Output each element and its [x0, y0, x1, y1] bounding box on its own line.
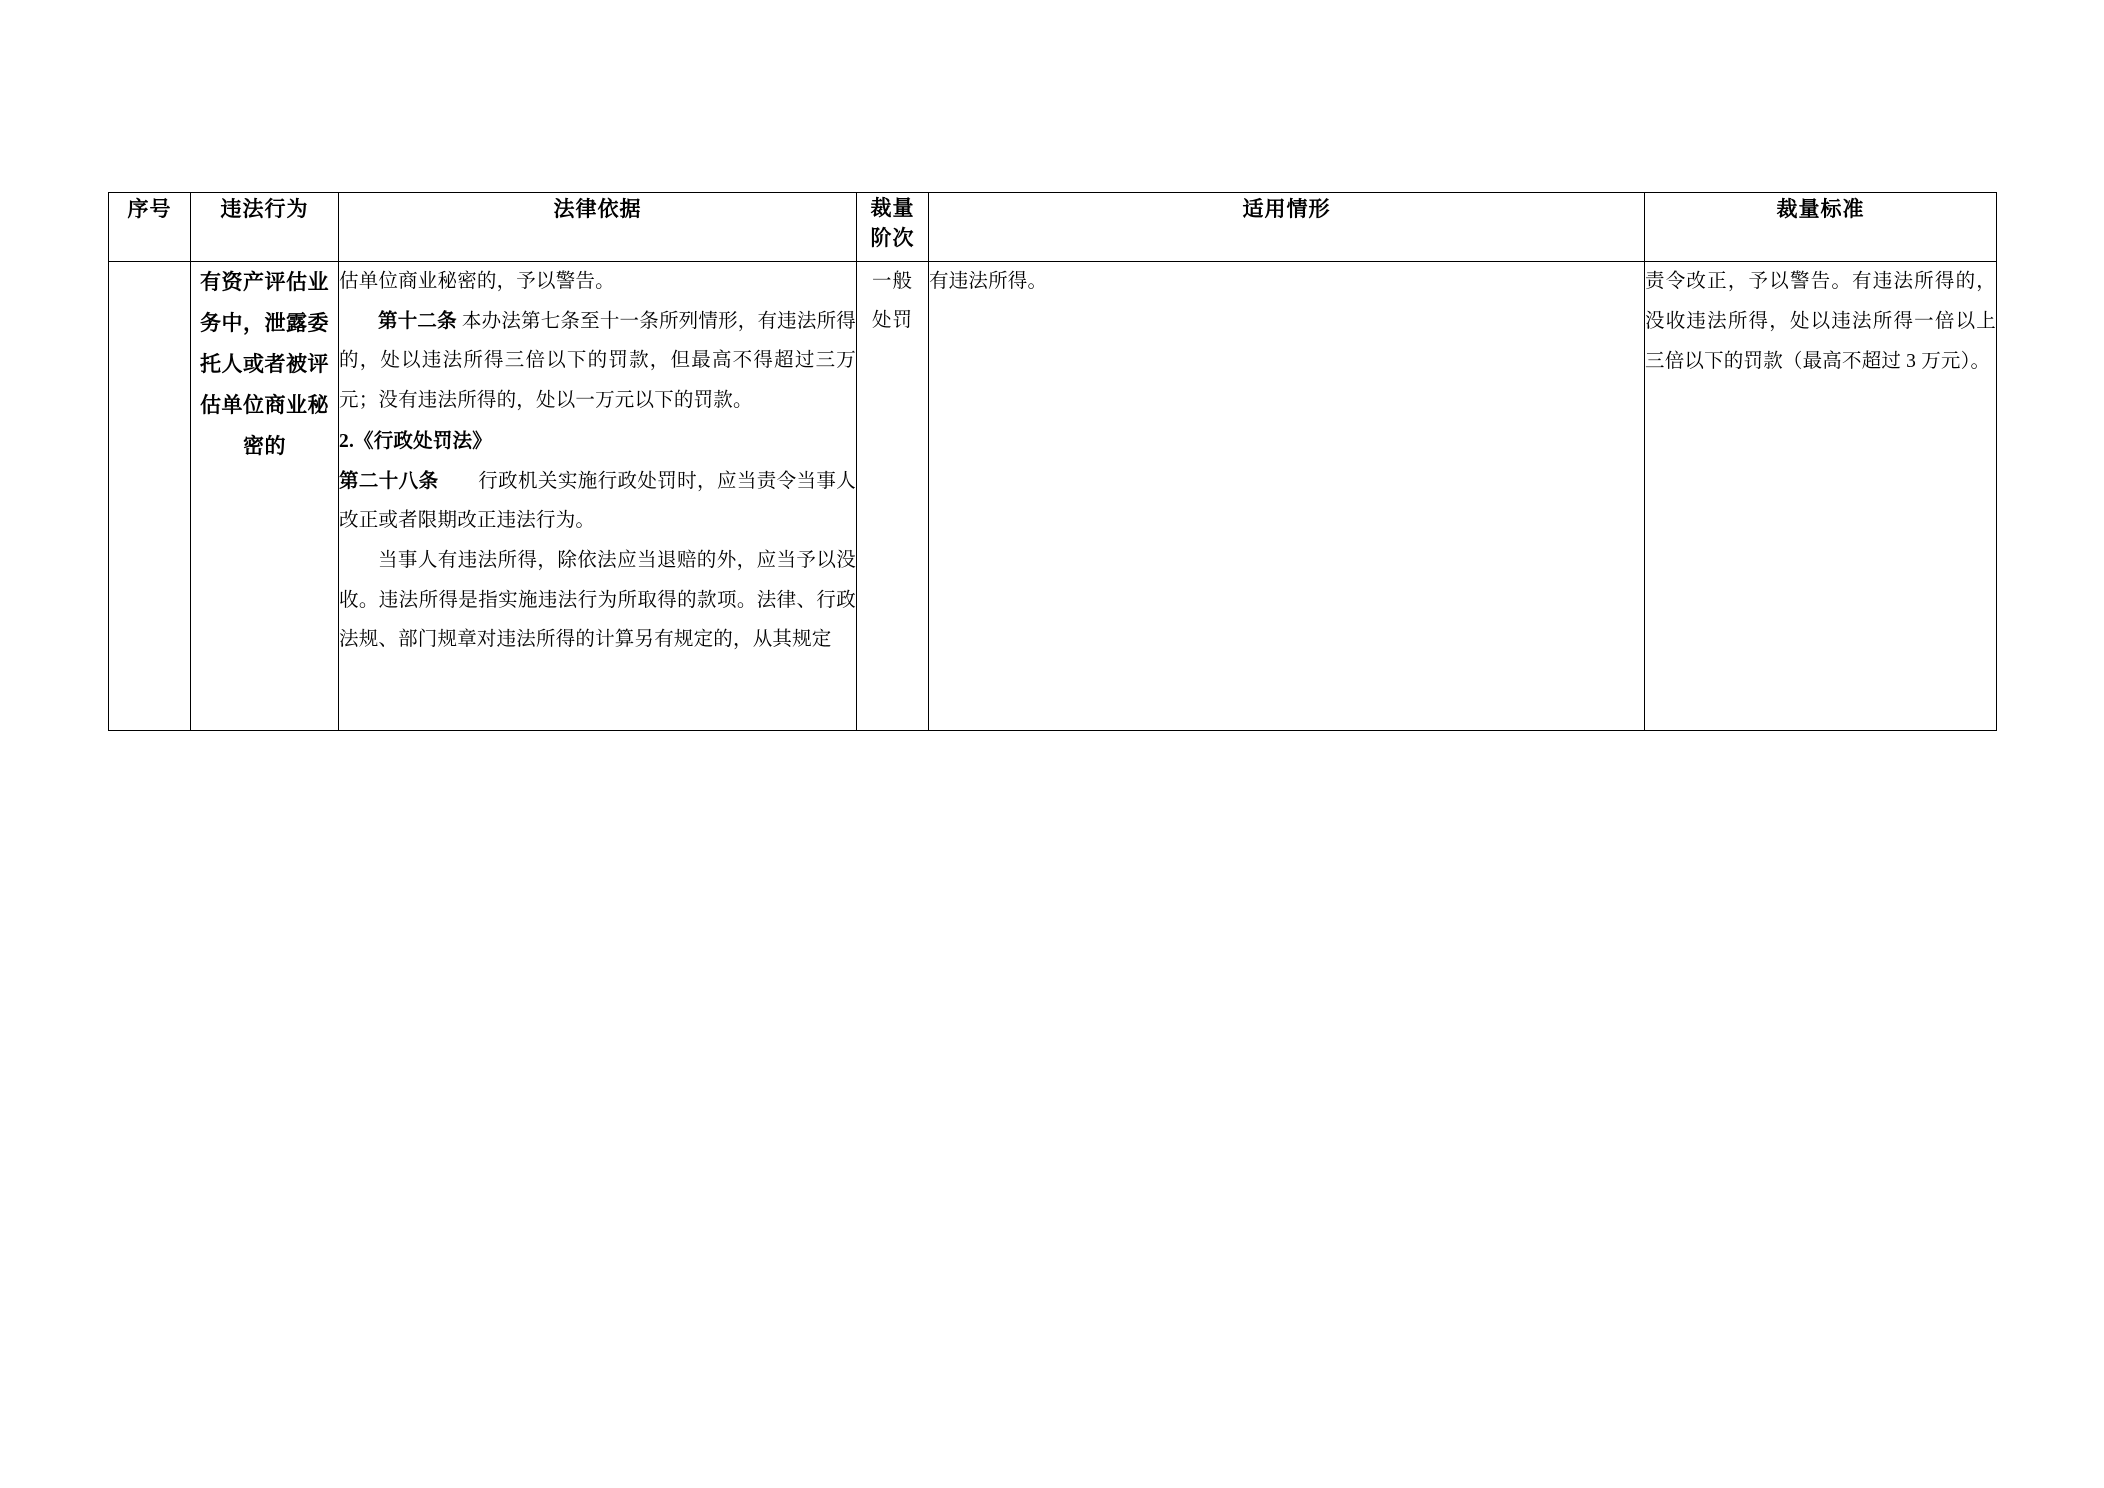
header-level-line-1: 裁量	[870, 196, 915, 220]
header-cell-case: 适用情形	[929, 193, 1645, 262]
penalty-discretion-table	[108, 192, 1997, 731]
table-row	[109, 262, 1997, 731]
table-header-row	[109, 193, 1997, 262]
cell-violation-act: 有资产评估业务中，泄露委托人或者被评估单位商业秘密的	[191, 262, 339, 731]
header-cell-standard: 裁量标准	[1645, 193, 1997, 262]
penalty-discretion-table-wrapper	[108, 192, 1996, 731]
header-cell-seq: 序号	[109, 193, 191, 262]
law-article-12-text: 本办法第七条至十一条所列情形，有违法所得的，处以违法所得三倍以下的罚款，但最高不得超过三万元；没有违法所得的，处以一万元以下的罚款。	[339, 310, 856, 411]
law-article-28-text: 行政机关实施行政处罚时，应当责令当事人改正或者限期改正违法行为。	[339, 470, 856, 532]
cell-applicable-case: 有违法所得。	[929, 262, 1645, 731]
law-article-12-label: 第十二条	[378, 310, 457, 332]
header-cell-level	[857, 193, 929, 262]
law-paragraph-4	[339, 462, 856, 541]
cell-discretion-standard: 责令改正，予以警告。有违法所得的，没收违法所得，处以违法所得一倍以上三倍以下的罚款（最高不超过 3 万元）。	[1645, 262, 1997, 731]
header-level-line-2: 阶次	[870, 226, 915, 251]
header-cell-law: 法律依据	[339, 193, 857, 262]
law-source-title: 2.《行政处罚法》	[339, 431, 492, 453]
cell-legal-basis	[339, 262, 857, 731]
law-paragraph-1: 估单位商业秘密的，予以警告。	[339, 271, 615, 292]
cell-discretion-level: 一般 处罚	[857, 262, 929, 731]
header-cell-act: 违法行为	[191, 193, 339, 262]
law-paragraph-2	[339, 302, 856, 421]
law-article-28-label: 第二十八条	[339, 470, 439, 492]
law-paragraph-5: 当事人有违法所得，除依法应当退赔的外，应当予以没收。违法所得是指实施违法行为所取得的款项。法律、行政法规、部门规章对违法所得的计算另有规定的，从其规定	[339, 550, 856, 651]
cell-seq	[109, 262, 191, 731]
